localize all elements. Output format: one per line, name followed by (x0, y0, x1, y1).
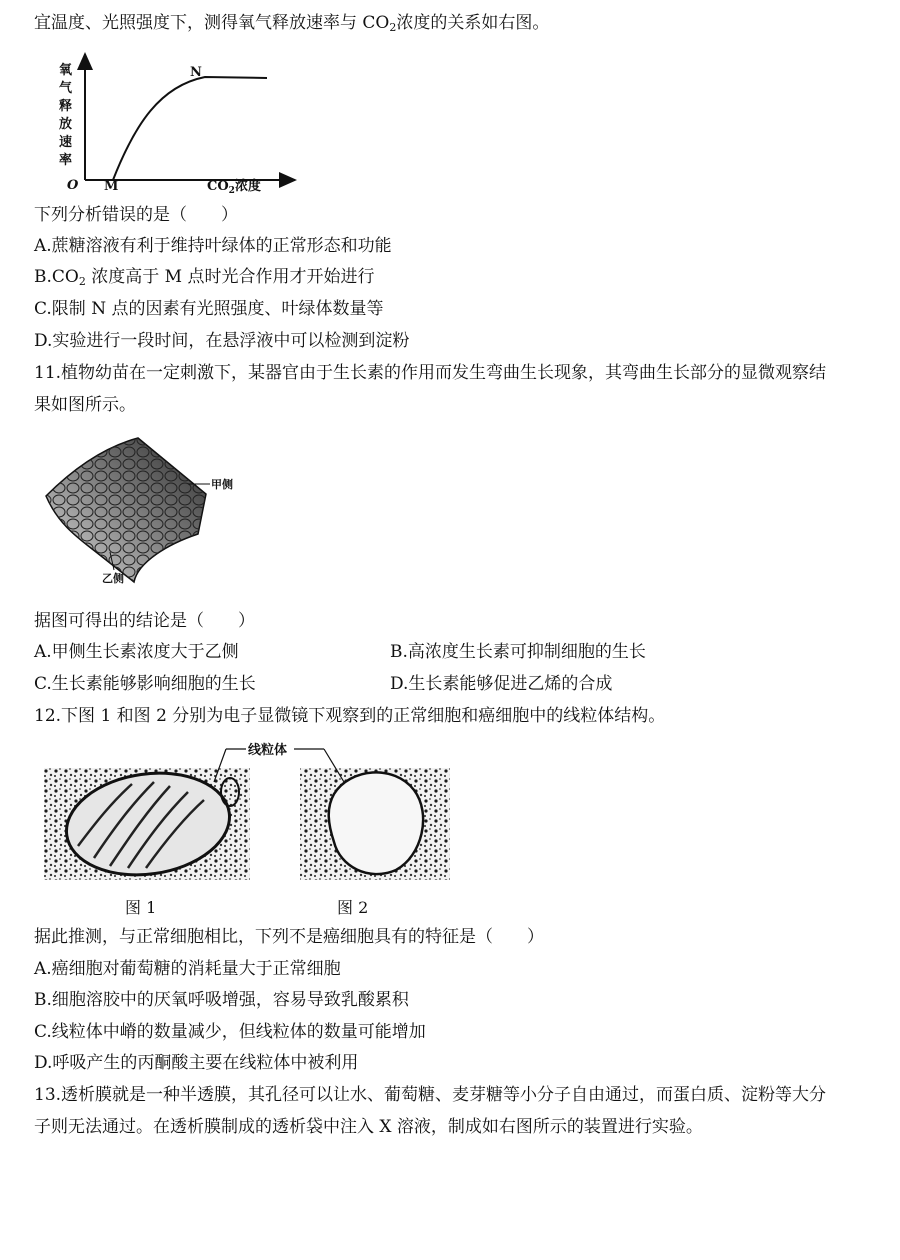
q12-stem: 12.下图 1 和图 2 分别为电子显微镜下观察到的正常细胞和癌细胞中的线粒体结构。 (34, 706, 666, 726)
q12-option-a: A.癌细胞对葡萄糖的消耗量大于正常细胞 (34, 959, 341, 979)
curved-tissue-figure (38, 434, 248, 586)
intro-line: 宜温度、光照强度下，测得氧气释放速率与 $CO_2$浓度的关系如右图。 (34, 13, 550, 34)
q11-option-a: A.甲侧生长素浓度大于乙侧 (34, 642, 239, 662)
q11-stem-line1: 11.植物幼苗在一定刺激下，某器官由于生长素的作用而发生弯曲生长现象，其弯曲生长部分的显微观察结 (34, 363, 827, 383)
figure1-caption: 图 1 (125, 898, 157, 917)
figure2-caption: 图 2 (337, 898, 369, 917)
y-label-4: 放 (59, 117, 73, 132)
q12-option-c: C.线粒体中嵴的数量减少，但线粒体的数量可能增加 (34, 1022, 426, 1042)
y-label-6: 率 (59, 153, 73, 168)
y-label-3: 释 (59, 99, 73, 114)
m-point-label: M (104, 179, 119, 194)
q10-option-b: $B.CO_2$ 浓度高于 M 点时光合作用才开始进行 (34, 267, 375, 288)
tissue-cells (46, 438, 206, 582)
jia-side-label: 甲侧 (211, 478, 233, 491)
q12-option-d: D.呼吸产生的丙酮酸主要在线粒体中被利用 (34, 1053, 359, 1073)
q12-option-b: B.细胞溶胶中的厌氧呼吸增强，容易导致乳酸累积 (34, 990, 409, 1010)
q11-option-c: C.生长素能够影响细胞的生长 (34, 674, 256, 694)
y-label-5: 速 (59, 135, 73, 150)
origin-label: O (67, 178, 79, 193)
q10-stem: 下列分析错误的是（ ） (34, 205, 238, 225)
yi-side-label: 乙侧 (102, 572, 124, 585)
q13-stem-line1: 13.透析膜就是一种半透膜，其孔径可以让水、葡萄糖、麦芽糖等小分子自由通过，而蛋白质、淀粉等大分 (34, 1085, 827, 1105)
q12-question: 据此推测，与正常细胞相比，下列不是癌细胞具有的特征是（ ） (34, 927, 544, 947)
q13-stem-line2: 子则无法通过。在透析膜制成的透析袋中注入 X 溶液，制成如右图所示的装置进行实验。 (34, 1117, 703, 1137)
n-point-label: N (190, 65, 202, 80)
q11-question: 据图可得出的结论是（ ） (34, 611, 255, 631)
q10-option-c: C.限制 N 点的因素有光照强度、叶绿体数量等 (34, 299, 384, 319)
rate-curve (113, 77, 267, 180)
q11-option-b: B.高浓度生长素可抑制细胞的生长 (390, 642, 646, 662)
y-label-2: 气 (59, 81, 73, 96)
q10-option-a: A.蔗糖溶液有利于维持叶绿体的正常形态和功能 (34, 236, 392, 256)
mitochondria-label: 线粒体 (248, 743, 288, 758)
x-axis-label: $CO_2$浓度 (207, 179, 261, 196)
cancer-mitochondrion (329, 772, 423, 874)
y-label-1: 氧 (59, 63, 73, 78)
q11-stem-line2: 果如图所示。 (34, 395, 136, 415)
co2-rate-graph (55, 44, 305, 196)
q10-option-d: D.实验进行一段时间，在悬浮液中可以检测到淀粉 (34, 331, 410, 351)
q11-option-d: D.生长素能够促进乙烯的合成 (390, 674, 613, 694)
mitochondria-figure (44, 738, 450, 888)
